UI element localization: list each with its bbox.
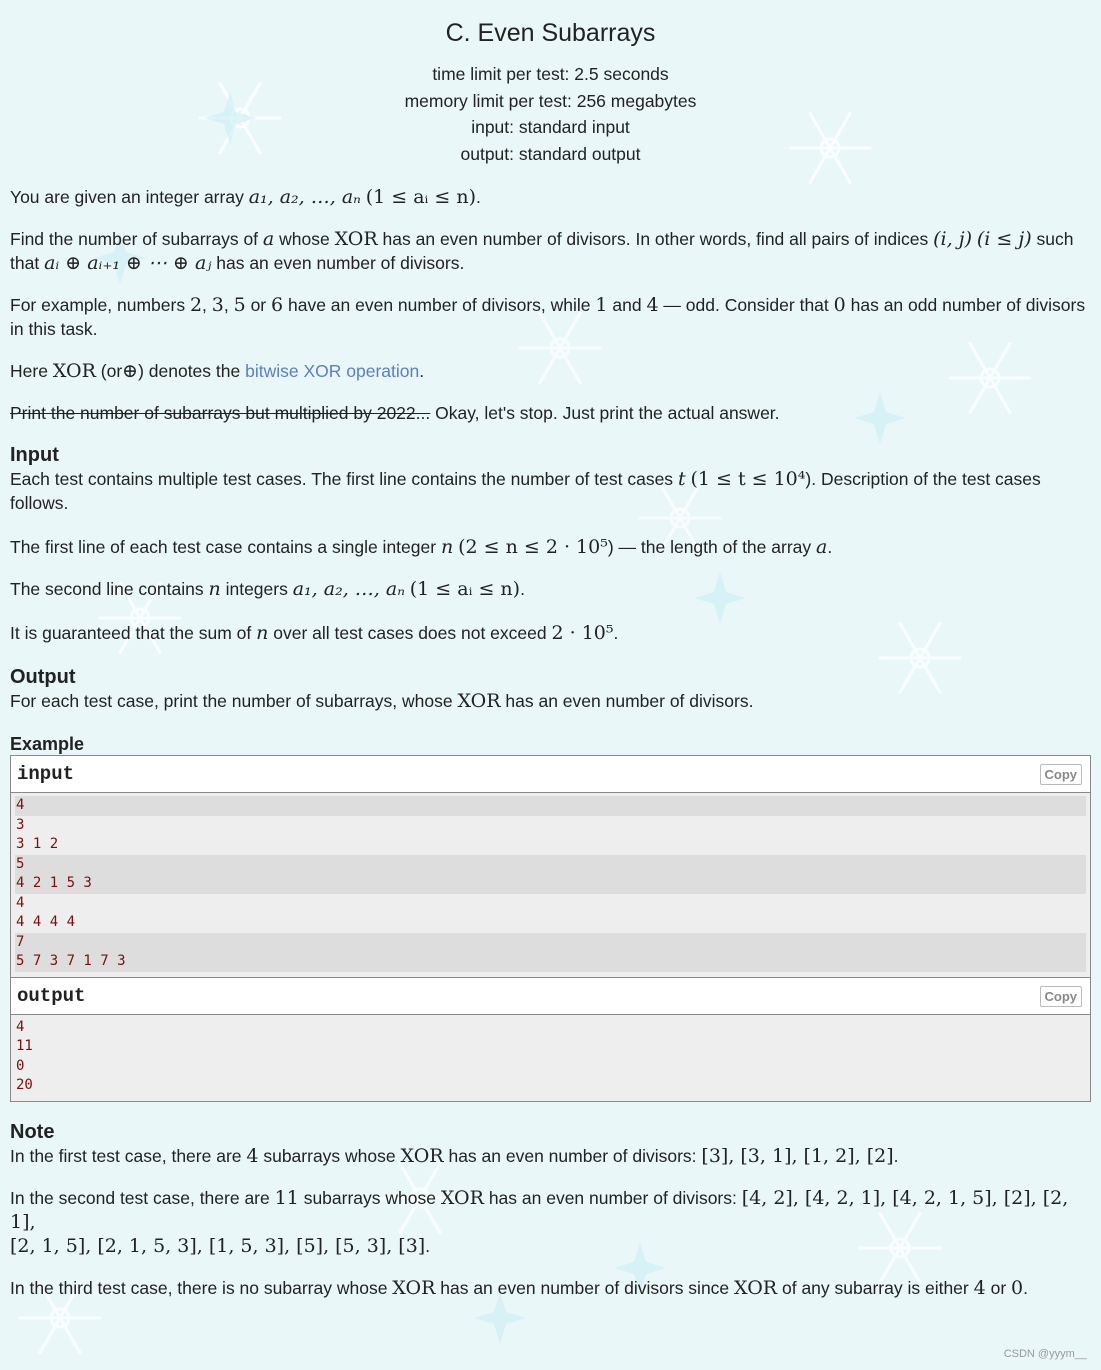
input-paragraph-3: The second line contains n integers a₁, a₂, …, aₙ (1 ≤ aᵢ ≤ n). bbox=[10, 578, 525, 600]
input-box-body bbox=[11, 793, 1090, 977]
note-paragraph-1: In the first test case, there are 4 subarrays whose XOR has an even number of divisors: [3], [3, 1], [1, 2], [2]. bbox=[10, 1144, 899, 1167]
output-file: output: standard output bbox=[460, 143, 641, 164]
legend-paragraph-3: For example, numbers 2, 3, 5 or 6 have an even number of divisors, while 1 and 4 — odd. Consider that 0 has an odd number of divisors in this task. bbox=[10, 294, 1086, 339]
note-paragraph-3: In the third test case, there is no subarray whose XOR has an even number of divisors since XOR of any subarray is either 4 or 0. bbox=[10, 1276, 1028, 1299]
output-paragraph: For each test case, print the number of subarrays, whose XOR has an even number of divisors. bbox=[10, 690, 754, 712]
output-box-header bbox=[11, 977, 1090, 1015]
output-heading: Output bbox=[10, 666, 76, 688]
problem-title: C. Even Subarrays bbox=[445, 19, 656, 47]
input-line: 4 bbox=[16, 894, 25, 911]
input-box-header bbox=[11, 756, 1090, 793]
input-line: 4 bbox=[15, 796, 1086, 816]
input-line: 5 bbox=[15, 855, 1086, 875]
example-box bbox=[10, 755, 1091, 1102]
input-paragraph-4: It is guaranteed that the sum of n over all test cases does not exceed 2 · 10⁵. bbox=[10, 622, 619, 644]
input-line: 3 1 2 bbox=[16, 836, 59, 852]
watermark: CSDN @yyym__ bbox=[1003, 1348, 1087, 1360]
memory-limit: memory limit per test: 256 megabytes bbox=[404, 90, 697, 111]
legend-paragraph-1: You are given an integer array a₁, a₂, …, aₙ (1 ≤ aᵢ ≤ n). bbox=[10, 186, 481, 208]
output-line: 20 bbox=[16, 1077, 33, 1093]
input-paragraph-1: Each test contains multiple test cases. The first line contains the number of test cases t (1 ≤ t ≤ 10⁴). Description of the test cases follows. bbox=[10, 468, 1041, 513]
copy-input-button[interactable]: Copy bbox=[1040, 764, 1083, 785]
strikethrough-text: Print the number of subarrays but multiplied by 2022... bbox=[10, 403, 431, 423]
problem-statement bbox=[0, 18, 1101, 1300]
output-box-title: output bbox=[17, 984, 86, 1007]
input-line: 5 7 3 7 1 7 3 bbox=[15, 952, 1086, 972]
output-line: 4 bbox=[16, 1018, 25, 1035]
input-line: 4 4 4 4 bbox=[16, 914, 76, 930]
input-file: input: standard input bbox=[471, 117, 630, 137]
example-heading: Example bbox=[10, 734, 85, 754]
input-paragraph-2: The first line of each test case contains a single integer n (2 ≤ n ≤ 2 · 10⁵) — the length of the array a. bbox=[10, 536, 833, 558]
bitwise-xor-link[interactable]: bitwise XOR operation bbox=[245, 361, 420, 381]
legend-paragraph-4: Here XOR (or⊕) denotes the bitwise XOR operation. bbox=[10, 360, 425, 382]
input-heading: Input bbox=[10, 444, 59, 466]
note-paragraph-2: In the second test case, there are 11 subarrays whose XOR has an even number of divisors: [4, 2], [4, 2, 1], [4, 2, 1, 5], [2], [2, 1], [2, 1, 5], [2, 1, 5, 3], [1, 5, 3], [5], [5, 3], [3]. bbox=[10, 1186, 1069, 1257]
problem-header bbox=[10, 18, 1091, 167]
input-box-title: input bbox=[17, 763, 75, 785]
note-heading: Note bbox=[10, 1120, 55, 1143]
copy-output-button[interactable]: Copy bbox=[1040, 986, 1083, 1007]
output-line: 11 bbox=[16, 1038, 33, 1054]
legend-paragraph-5: Print the number of subarrays but multiplied by 2022... Okay, let's stop. Just print the actual answer. bbox=[10, 403, 780, 423]
legend-paragraph-2: Find the number of subarrays of a whose XOR has an even number of divisors. In other words, find all pairs of indices (i, j) (i ≤ j) such that aᵢ ⊕ aᵢ₊₁ ⊕ ⋯ ⊕ aⱼ has an even number of divisors. bbox=[10, 228, 1074, 274]
output-box-body bbox=[11, 1015, 1090, 1101]
output-line: 0 bbox=[16, 1057, 25, 1074]
input-line: 7 bbox=[15, 933, 1086, 953]
input-line: 3 bbox=[16, 816, 25, 833]
input-line: 4 2 1 5 3 bbox=[15, 874, 1086, 894]
time-limit: time limit per test: 2.5 seconds bbox=[432, 64, 669, 84]
